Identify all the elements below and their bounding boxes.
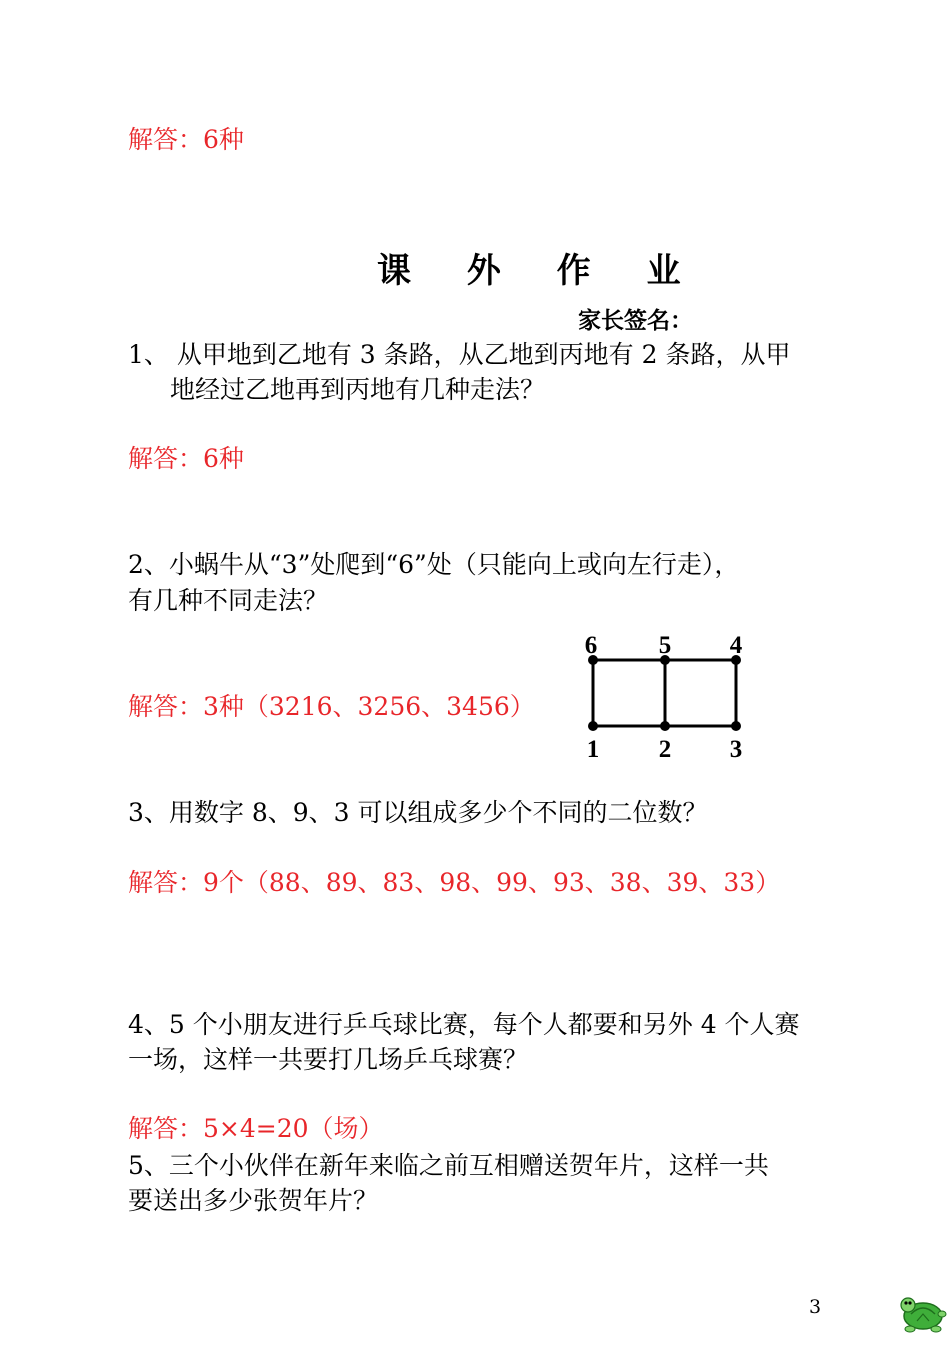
answer-top: 解答：6种 (128, 125, 244, 154)
q4-answer: 解答：5×4=20（场） (128, 1114, 384, 1143)
node-1 (588, 721, 598, 731)
q2-line2: 有几种不同走法？ (128, 586, 329, 615)
q3-line1: 3、用数字 8、9、3 可以组成多少个不同的二位数？ (128, 798, 708, 827)
q2-answer: 解答：3种（3216、3256、3456） (128, 692, 535, 721)
q3-answer: 解答：9个（88、89、83、98、99、93、38、39、33） (128, 868, 781, 897)
node-2 (660, 721, 670, 731)
parent-signature-label: 家长签名： (578, 308, 693, 334)
q4-line1: 4、5 个小朋友进行乒乓球比赛，每个人都要和另外 4 个人赛 (128, 1010, 800, 1039)
q5-line1: 5、三个小伙伴在新年来临之前互相赠送贺年片，这样一共 (128, 1151, 769, 1180)
q1-line1: 1、 从甲地到乙地有 3 条路，从乙地到丙地有 2 条路，从甲 (128, 340, 791, 369)
label-5: 5 (658, 632, 672, 659)
q1-line2: 地经过乙地再到丙地有几种走法？ (170, 375, 546, 404)
turtle-icon (898, 1290, 948, 1335)
q1-answer: 解答：6种 (128, 444, 244, 473)
label-2: 2 (658, 736, 672, 763)
q4-line2: 一场，这样一共要打几场乒乓球赛？ (128, 1045, 529, 1074)
path-grid-diagram (575, 625, 755, 765)
label-4: 4 (729, 632, 743, 659)
page-number: 3 (809, 1296, 822, 1318)
node-3 (731, 721, 741, 731)
label-3: 3 (729, 736, 743, 763)
section-title: 课 外 作 业 (377, 251, 703, 291)
q2-line1: 2、小蜗牛从“3”处爬到“6”处（只能向上或向左行走）， (128, 550, 740, 579)
q5-line2: 要送出多少张贺年片？ (128, 1186, 379, 1215)
label-6: 6 (584, 632, 598, 659)
label-1: 1 (586, 736, 600, 763)
